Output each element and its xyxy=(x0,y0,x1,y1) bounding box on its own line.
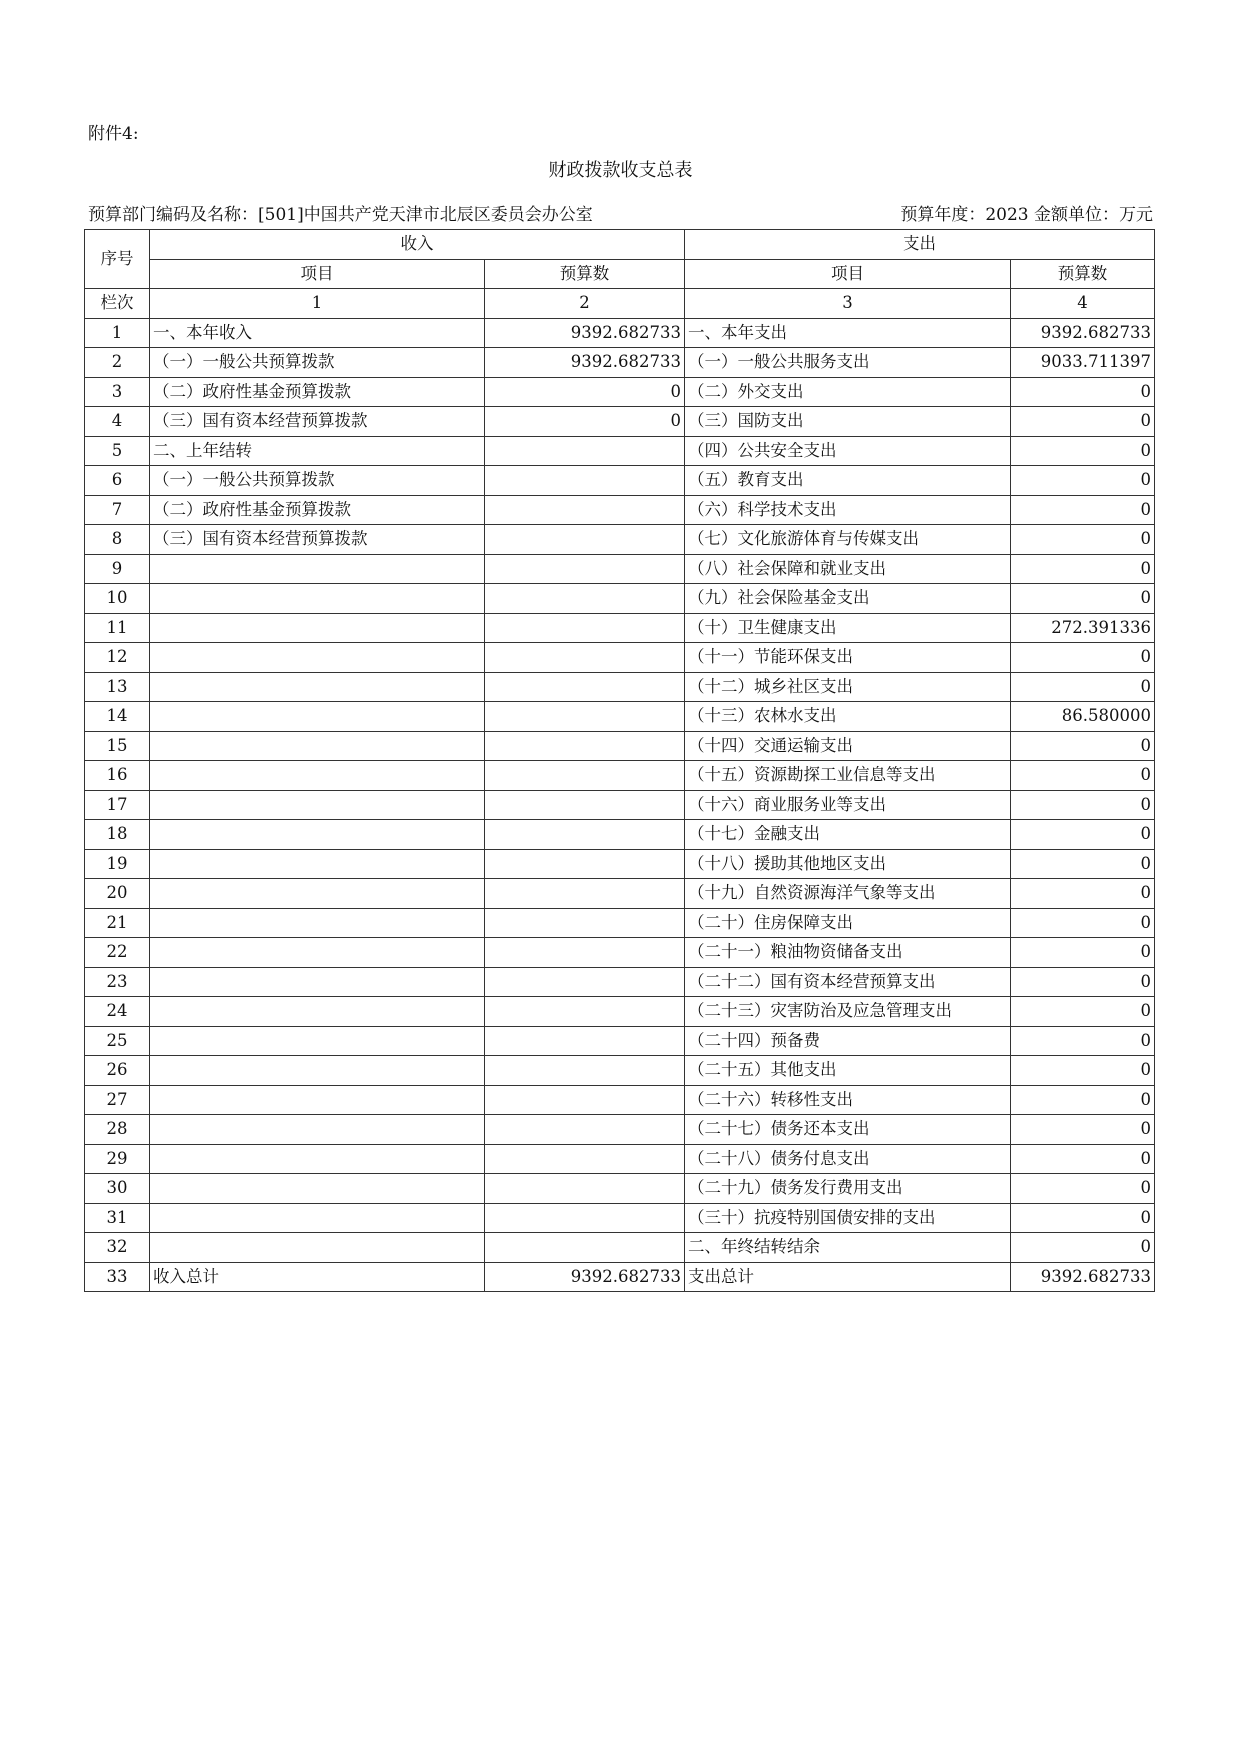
row-seq: 8 xyxy=(85,525,150,555)
header-income: 收入 xyxy=(150,230,685,260)
income-item xyxy=(150,879,485,909)
table-row xyxy=(85,554,1155,584)
attachment-label: 附件4: xyxy=(88,124,139,144)
budget-table xyxy=(84,229,1155,1292)
table-row xyxy=(85,997,1155,1027)
income-item xyxy=(150,672,485,702)
table-row xyxy=(85,643,1155,673)
header-seq: 序号 xyxy=(85,230,150,289)
expense-amount: 0 xyxy=(1011,938,1155,968)
income-item xyxy=(150,643,485,673)
expense-item: （二十三）灾害防治及应急管理支出 xyxy=(685,997,1011,1027)
expense-item: （二十五）其他支出 xyxy=(685,1056,1011,1086)
income-item xyxy=(150,1026,485,1056)
expense-amount: 0 xyxy=(1011,525,1155,555)
expense-item: （二十六）转移性支出 xyxy=(685,1085,1011,1115)
expense-item: （二十）住房保障支出 xyxy=(685,908,1011,938)
income-item: （三）国有资本经营预算拨款 xyxy=(150,407,485,437)
table-row xyxy=(85,1026,1155,1056)
row-seq: 5 xyxy=(85,436,150,466)
expense-amount: 0 xyxy=(1011,584,1155,614)
row-seq: 32 xyxy=(85,1233,150,1263)
table-row xyxy=(85,377,1155,407)
row-seq: 28 xyxy=(85,1115,150,1145)
expense-amount: 9392.682733 xyxy=(1011,1262,1155,1292)
income-amount xyxy=(485,554,685,584)
income-amount xyxy=(485,466,685,496)
income-amount xyxy=(485,1174,685,1204)
expense-amount: 0 xyxy=(1011,436,1155,466)
expense-item: （五）教育支出 xyxy=(685,466,1011,496)
expense-amount: 0 xyxy=(1011,1115,1155,1145)
expense-amount: 0 xyxy=(1011,1026,1155,1056)
table-row xyxy=(85,584,1155,614)
income-item xyxy=(150,908,485,938)
income-amount xyxy=(485,1233,685,1263)
row-seq: 16 xyxy=(85,761,150,791)
table-row xyxy=(85,1262,1155,1292)
table-row xyxy=(85,1203,1155,1233)
row-seq: 2 xyxy=(85,348,150,378)
income-amount xyxy=(485,495,685,525)
expense-amount: 9033.711397 xyxy=(1011,348,1155,378)
income-amount xyxy=(485,1085,685,1115)
expense-amount: 0 xyxy=(1011,672,1155,702)
expense-amount: 0 xyxy=(1011,908,1155,938)
expense-amount: 9392.682733 xyxy=(1011,318,1155,348)
income-amount xyxy=(485,1144,685,1174)
row-seq: 1 xyxy=(85,318,150,348)
expense-item: （十六）商业服务业等支出 xyxy=(685,790,1011,820)
table-row xyxy=(85,436,1155,466)
income-item xyxy=(150,761,485,791)
row-seq: 18 xyxy=(85,820,150,850)
table-row xyxy=(85,1115,1155,1145)
expense-amount: 0 xyxy=(1011,790,1155,820)
income-item xyxy=(150,1233,485,1263)
income-item xyxy=(150,554,485,584)
income-item: （一）一般公共预算拨款 xyxy=(150,348,485,378)
expense-item: 一、本年支出 xyxy=(685,318,1011,348)
income-amount xyxy=(485,879,685,909)
income-item xyxy=(150,820,485,850)
expense-item: （二十八）债务付息支出 xyxy=(685,1144,1011,1174)
expense-item: （三）国防支出 xyxy=(685,407,1011,437)
col-num-2: 2 xyxy=(485,289,685,319)
income-item xyxy=(150,938,485,968)
header-income-budget: 预算数 xyxy=(485,259,685,289)
header-row-2 xyxy=(85,259,1155,289)
expense-amount: 0 xyxy=(1011,554,1155,584)
expense-item: （二十七）债务还本支出 xyxy=(685,1115,1011,1145)
table-row xyxy=(85,1085,1155,1115)
row-seq: 4 xyxy=(85,407,150,437)
expense-item: 支出总计 xyxy=(685,1262,1011,1292)
row-seq: 29 xyxy=(85,1144,150,1174)
income-amount xyxy=(485,731,685,761)
table-row xyxy=(85,348,1155,378)
table-row xyxy=(85,1056,1155,1086)
row-seq: 21 xyxy=(85,908,150,938)
income-amount xyxy=(485,584,685,614)
table-row xyxy=(85,613,1155,643)
income-amount: 0 xyxy=(485,377,685,407)
table-row xyxy=(85,1174,1155,1204)
expense-item: 二、年终结转结余 xyxy=(685,1233,1011,1263)
income-item: 二、上年结转 xyxy=(150,436,485,466)
expense-amount: 0 xyxy=(1011,1174,1155,1204)
income-amount xyxy=(485,997,685,1027)
row-seq: 12 xyxy=(85,643,150,673)
income-item xyxy=(150,790,485,820)
header-row-1 xyxy=(85,230,1155,260)
table-row xyxy=(85,672,1155,702)
expense-amount: 0 xyxy=(1011,849,1155,879)
expense-amount: 0 xyxy=(1011,997,1155,1027)
income-item xyxy=(150,613,485,643)
income-amount xyxy=(485,1115,685,1145)
year-unit-info: 预算年度：2023 金额单位：万元 xyxy=(900,205,1153,225)
row-seq: 10 xyxy=(85,584,150,614)
expense-amount: 0 xyxy=(1011,1144,1155,1174)
income-item: （三）国有资本经营预算拨款 xyxy=(150,525,485,555)
table-row xyxy=(85,1233,1155,1263)
expense-item: （八）社会保障和就业支出 xyxy=(685,554,1011,584)
table-row xyxy=(85,407,1155,437)
col-num-4: 4 xyxy=(1011,289,1155,319)
row-seq: 6 xyxy=(85,466,150,496)
row-seq: 19 xyxy=(85,849,150,879)
expense-item: （十四）交通运输支出 xyxy=(685,731,1011,761)
row-seq: 25 xyxy=(85,1026,150,1056)
header-expense-budget: 预算数 xyxy=(1011,259,1155,289)
table-row xyxy=(85,731,1155,761)
income-amount xyxy=(485,702,685,732)
row-seq: 20 xyxy=(85,879,150,909)
income-item xyxy=(150,1174,485,1204)
table-row xyxy=(85,702,1155,732)
income-amount xyxy=(485,820,685,850)
table-row xyxy=(85,879,1155,909)
department-info: 预算部门编码及名称：[501]中国共产党天津市北辰区委员会办公室 xyxy=(88,205,593,225)
expense-amount: 272.391336 xyxy=(1011,613,1155,643)
row-seq: 26 xyxy=(85,1056,150,1086)
income-item xyxy=(150,967,485,997)
table-row xyxy=(85,525,1155,555)
expense-item: （十二）城乡社区支出 xyxy=(685,672,1011,702)
expense-item: （三十）抗疫特别国债安排的支出 xyxy=(685,1203,1011,1233)
row-seq: 23 xyxy=(85,967,150,997)
income-item xyxy=(150,584,485,614)
income-amount xyxy=(485,1056,685,1086)
income-item xyxy=(150,849,485,879)
row-seq: 13 xyxy=(85,672,150,702)
row-seq: 33 xyxy=(85,1262,150,1292)
row-seq: 7 xyxy=(85,495,150,525)
income-item xyxy=(150,1203,485,1233)
row-seq: 31 xyxy=(85,1203,150,1233)
table-row xyxy=(85,761,1155,791)
income-amount xyxy=(485,967,685,997)
table-row xyxy=(85,495,1155,525)
expense-item: （十八）援助其他地区支出 xyxy=(685,849,1011,879)
table-row xyxy=(85,849,1155,879)
income-amount xyxy=(485,1026,685,1056)
row-seq: 24 xyxy=(85,997,150,1027)
income-amount xyxy=(485,436,685,466)
expense-amount: 0 xyxy=(1011,1233,1155,1263)
income-item xyxy=(150,1056,485,1086)
row-seq: 30 xyxy=(85,1174,150,1204)
col-num-3: 3 xyxy=(685,289,1011,319)
income-amount xyxy=(485,613,685,643)
income-item: （二）政府性基金预算拨款 xyxy=(150,377,485,407)
col-num-1: 1 xyxy=(150,289,485,319)
row-seq: 22 xyxy=(85,938,150,968)
row-seq: 27 xyxy=(85,1085,150,1115)
expense-amount: 0 xyxy=(1011,643,1155,673)
expense-item: （二十九）债务发行费用支出 xyxy=(685,1174,1011,1204)
expense-item: （二十二）国有资本经营预算支出 xyxy=(685,967,1011,997)
page-title: 财政拨款收支总表 xyxy=(548,160,693,181)
expense-item: （十一）节能环保支出 xyxy=(685,643,1011,673)
expense-item: （九）社会保险基金支出 xyxy=(685,584,1011,614)
table-row xyxy=(85,790,1155,820)
expense-item: （二十一）粮油物资储备支出 xyxy=(685,938,1011,968)
expense-amount: 0 xyxy=(1011,1203,1155,1233)
row-seq: 14 xyxy=(85,702,150,732)
expense-amount: 0 xyxy=(1011,761,1155,791)
expense-amount: 0 xyxy=(1011,1056,1155,1086)
expense-item: （十七）金融支出 xyxy=(685,820,1011,850)
income-amount: 9392.682733 xyxy=(485,348,685,378)
table-row xyxy=(85,967,1155,997)
row-seq: 17 xyxy=(85,790,150,820)
expense-amount: 0 xyxy=(1011,879,1155,909)
expense-amount: 0 xyxy=(1011,967,1155,997)
income-amount xyxy=(485,761,685,791)
expense-item: （十九）自然资源海洋气象等支出 xyxy=(685,879,1011,909)
income-item: 一、本年收入 xyxy=(150,318,485,348)
income-item: 收入总计 xyxy=(150,1262,485,1292)
row-seq: 11 xyxy=(85,613,150,643)
expense-amount: 0 xyxy=(1011,820,1155,850)
expense-item: （二）外交支出 xyxy=(685,377,1011,407)
income-item xyxy=(150,1144,485,1174)
table-row xyxy=(85,466,1155,496)
income-amount: 9392.682733 xyxy=(485,318,685,348)
income-item xyxy=(150,731,485,761)
table-row xyxy=(85,318,1155,348)
expense-amount: 0 xyxy=(1011,377,1155,407)
expense-item: （一）一般公共服务支出 xyxy=(685,348,1011,378)
row-seq: 15 xyxy=(85,731,150,761)
table-row xyxy=(85,820,1155,850)
row-seq: 9 xyxy=(85,554,150,584)
table-row xyxy=(85,1144,1155,1174)
income-amount xyxy=(485,938,685,968)
expense-amount: 0 xyxy=(1011,731,1155,761)
expense-item: （十三）农林水支出 xyxy=(685,702,1011,732)
expense-item: （二十四）预备费 xyxy=(685,1026,1011,1056)
income-amount xyxy=(485,643,685,673)
income-item: （二）政府性基金预算拨款 xyxy=(150,495,485,525)
column-number-row xyxy=(85,289,1155,319)
expense-item: （十）卫生健康支出 xyxy=(685,613,1011,643)
col-label: 栏次 xyxy=(85,289,150,319)
expense-amount: 86.580000 xyxy=(1011,702,1155,732)
income-amount xyxy=(485,525,685,555)
header-expense: 支出 xyxy=(685,230,1155,260)
table-row xyxy=(85,908,1155,938)
income-item xyxy=(150,1115,485,1145)
income-amount xyxy=(485,849,685,879)
expense-amount: 0 xyxy=(1011,407,1155,437)
income-amount xyxy=(485,1203,685,1233)
header-expense-item: 项目 xyxy=(685,259,1011,289)
expense-amount: 0 xyxy=(1011,466,1155,496)
income-item: （一）一般公共预算拨款 xyxy=(150,466,485,496)
income-amount xyxy=(485,672,685,702)
expense-item: （七）文化旅游体育与传媒支出 xyxy=(685,525,1011,555)
income-item xyxy=(150,702,485,732)
expense-item: （十五）资源勘探工业信息等支出 xyxy=(685,761,1011,791)
expense-item: （四）公共安全支出 xyxy=(685,436,1011,466)
expense-amount: 0 xyxy=(1011,495,1155,525)
expense-item: （六）科学技术支出 xyxy=(685,495,1011,525)
income-item xyxy=(150,997,485,1027)
income-amount: 0 xyxy=(485,407,685,437)
income-amount xyxy=(485,790,685,820)
income-item xyxy=(150,1085,485,1115)
expense-amount: 0 xyxy=(1011,1085,1155,1115)
header-income-item: 项目 xyxy=(150,259,485,289)
row-seq: 3 xyxy=(85,377,150,407)
income-amount xyxy=(485,908,685,938)
table-row xyxy=(85,938,1155,968)
income-amount: 9392.682733 xyxy=(485,1262,685,1292)
